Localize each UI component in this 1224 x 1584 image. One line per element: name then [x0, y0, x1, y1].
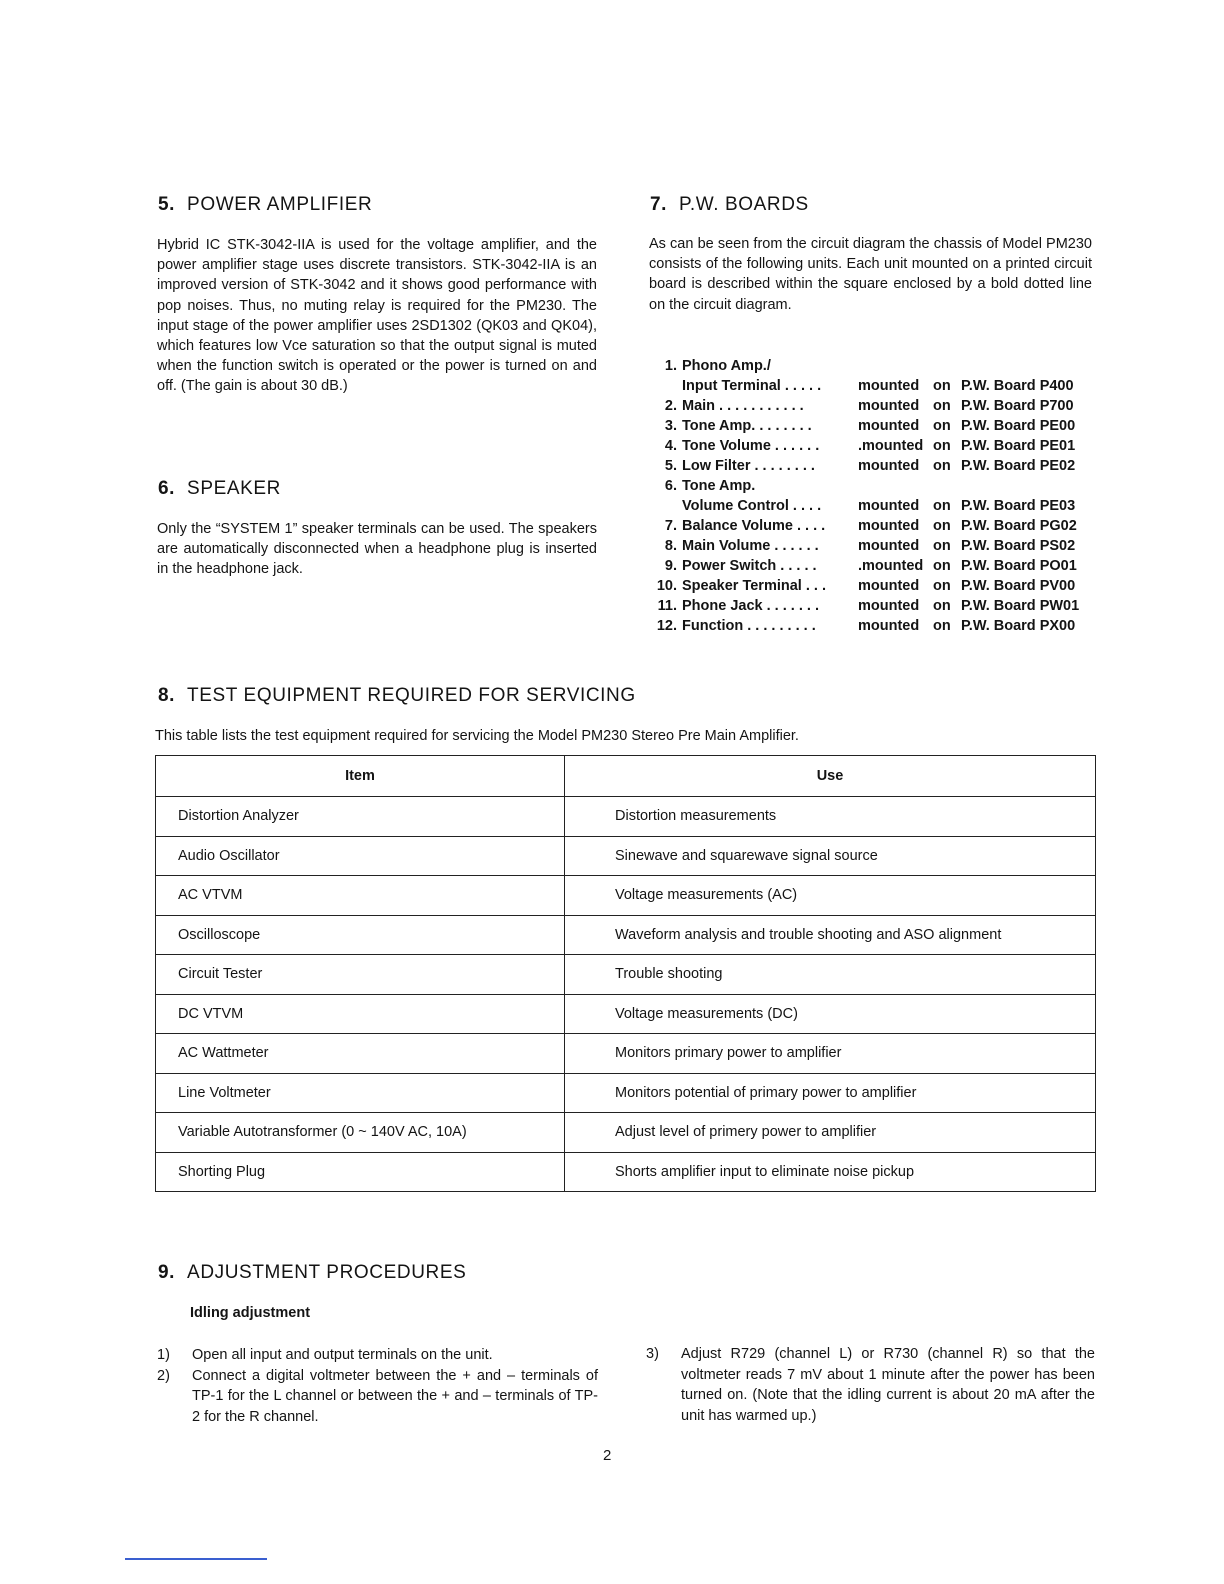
step-item	[157, 1345, 598, 1366]
item-name: Input Terminal . . . . .	[682, 378, 822, 394]
table-cell-use: Voltage measurements (DC)	[565, 994, 1096, 1034]
item-on: on	[933, 618, 951, 634]
item-on: on	[933, 438, 951, 454]
item-board: P.W. Board P400	[961, 378, 1074, 394]
item-on: on	[933, 578, 951, 594]
column-header-use: Use	[565, 756, 1096, 797]
step-text: Open all input and output terminals on the unit.	[192, 1347, 493, 1363]
table-row	[156, 797, 1096, 837]
section8-number: 8.	[158, 685, 176, 706]
section5-title: POWER AMPLIFIER	[187, 194, 373, 215]
table-cell-item: Distortion Analyzer	[156, 797, 565, 837]
table-cell-item: Circuit Tester	[156, 955, 565, 995]
item-number: 10.	[656, 578, 677, 594]
steps-left-column	[157, 1345, 598, 1427]
item-mounted: mounted	[858, 578, 920, 594]
item-number: 11.	[657, 598, 677, 614]
section7-paragraph: As can be seen from the circuit diagram the chassis of Model PM230 consists of the following units. Each unit mounted on a printed circuit board is described within the square enclosed by a bold dotted line on the circuit diagram.	[649, 236, 1092, 313]
board-list-item	[650, 476, 1095, 496]
item-name: Phono Amp./	[682, 358, 771, 374]
item-mounted: mounted	[858, 618, 920, 634]
table-row	[156, 915, 1096, 955]
section6-paragraph: Only the “SYSTEM 1” speaker terminals can be used. The speakers are automatically disconnected when a headphone plug is inserted in the headphone jack.	[157, 521, 597, 578]
item-mounted: mounted	[858, 598, 920, 614]
item-on: on	[933, 598, 951, 614]
item-mounted: mounted	[858, 498, 920, 514]
item-board: P.W. Board PE03	[961, 498, 1076, 514]
item-name: Phone Jack . . . . . . .	[682, 598, 819, 614]
item-board: P.W. Board PW01	[961, 598, 1080, 614]
item-name: Power Switch . . . . .	[682, 558, 817, 574]
page-number: 2	[603, 1447, 612, 1464]
section9-subtitle: Idling adjustment	[190, 1305, 311, 1321]
item-number: 8.	[664, 538, 677, 554]
table-cell-item: Shorting Plug	[156, 1152, 565, 1192]
board-list-item	[650, 576, 1095, 596]
item-number: 9.	[664, 558, 677, 574]
board-list-item	[650, 496, 1095, 516]
board-list-item	[650, 516, 1095, 536]
section7-title: P.W. BOARDS	[679, 194, 809, 215]
item-mounted: mounted	[858, 458, 920, 474]
table-cell-item: DC VTVM	[156, 994, 565, 1034]
item-number: 3.	[664, 418, 677, 434]
section8-intro: This table lists the test equipment required for servicing the Model PM230 Stereo Pre Main Amplifier.	[155, 728, 799, 744]
item-board: P.W. Board P700	[961, 398, 1074, 414]
item-on: on	[933, 518, 951, 534]
section8-title: TEST EQUIPMENT REQUIRED FOR SERVICING	[187, 685, 636, 706]
table-cell-use: Monitors primary power to amplifier	[565, 1034, 1096, 1074]
board-list-item	[650, 396, 1095, 416]
item-name: Tone Amp. . . . . . . .	[682, 418, 812, 434]
table-cell-item: Audio Oscillator	[156, 836, 565, 876]
board-list-item	[650, 556, 1095, 576]
item-name: Low Filter . . . . . . . .	[682, 458, 815, 474]
step-number: 3)	[646, 1346, 659, 1362]
item-name: Tone Amp.	[682, 478, 756, 494]
table-row	[156, 994, 1096, 1034]
item-on: on	[933, 398, 951, 414]
item-name: Speaker Terminal . . .	[682, 578, 826, 594]
table-cell-use: Monitors potential of primary power to amplifier	[565, 1073, 1096, 1113]
table-cell-use: Trouble shooting	[565, 955, 1096, 995]
table-cell-use: Voltage measurements (AC)	[565, 876, 1096, 916]
item-name: Function . . . . . . . . .	[682, 618, 816, 634]
item-board: P.W. Board PS02	[961, 538, 1076, 554]
section8-heading	[158, 685, 636, 707]
item-name: Tone Volume . . . . . .	[682, 438, 820, 454]
item-number: 7.	[664, 518, 677, 534]
table-cell-item: Oscilloscope	[156, 915, 565, 955]
item-board: P.W. Board PE00	[961, 418, 1076, 434]
item-name: Balance Volume . . . .	[682, 518, 826, 534]
item-on: on	[933, 558, 951, 574]
item-name: Volume Control . . . .	[682, 498, 822, 514]
section7-heading	[650, 194, 809, 216]
item-number: 5.	[664, 458, 677, 474]
item-number: 4.	[664, 438, 677, 454]
section5-paragraph: Hybrid IC STK-3042-IIA is used for the voltage amplifier, and the power amplifier stage uses discrete transistors. STK-3042-IIA is an improved version of STK-3042 and it shows good performance with pop noises. Thus, no muting relay is required for the PM230. The input stage of the power amplifier uses 2SD1302 (QK03 and QK04), which features low Vce saturation so that the output signal is muted when the function switch is operated or the power is turned on and off. (The gain is about 30 dB.)	[157, 237, 597, 395]
table-cell-use: Waveform analysis and trouble shooting and ASO alignment	[565, 915, 1096, 955]
section7-body	[649, 234, 1092, 315]
step-text: Connect a digital voltmeter between the + and – terminals of TP-1 for the L channel or between the + and – terminals of TP-2 for the R channel.	[192, 1367, 598, 1425]
item-mounted: mounted	[858, 418, 920, 434]
item-board: P.W. Board PG02	[961, 518, 1077, 534]
section6-body	[157, 519, 597, 580]
item-name: Main . . . . . . . . . . .	[682, 398, 804, 414]
item-mounted: mounted	[858, 378, 920, 394]
section6-heading	[158, 478, 281, 500]
item-board: P.W. Board PO01	[961, 558, 1077, 574]
steps-right-column	[646, 1344, 1095, 1426]
board-list-item	[650, 376, 1095, 396]
item-number: 6.	[664, 478, 677, 494]
table-cell-item: Line Voltmeter	[156, 1073, 565, 1113]
board-list-item	[650, 356, 1095, 376]
table-row	[156, 1073, 1096, 1113]
item-on: on	[933, 418, 951, 434]
item-name: Main Volume . . . . . .	[682, 538, 819, 554]
item-board: P.W. Board PX00	[961, 618, 1076, 634]
item-number: 12.	[656, 618, 677, 634]
table-cell-use: Sinewave and squarewave signal source	[565, 836, 1096, 876]
table-cell-item: AC Wattmeter	[156, 1034, 565, 1074]
board-list-item	[650, 616, 1095, 636]
board-list-item	[650, 456, 1095, 476]
board-list-item	[650, 596, 1095, 616]
step-item	[646, 1344, 1095, 1426]
item-mounted: .mounted	[858, 558, 924, 574]
table-cell-use: Distortion measurements	[565, 797, 1096, 837]
section5-body	[157, 235, 597, 397]
item-on: on	[933, 498, 951, 514]
footer-rule	[125, 1558, 267, 1560]
item-number: 1.	[664, 358, 677, 374]
step-text: Adjust R729 (channel L) or R730 (channel R) so that the voltmeter reads 7 mV about 1 minute after the power has been turned on. (Note that the idling current is about 20 mA after the unit has warmed up.)	[681, 1346, 1095, 1424]
test-equipment-table	[155, 755, 1096, 1192]
section9-number: 9.	[158, 1262, 176, 1283]
table-cell-use: Shorts amplifier input to eliminate noise pickup	[565, 1152, 1096, 1192]
item-mounted: .mounted	[858, 438, 924, 454]
board-list-item	[650, 436, 1095, 456]
board-list	[650, 356, 1095, 636]
item-mounted: mounted	[858, 398, 920, 414]
section6-title: SPEAKER	[187, 478, 282, 499]
table-row	[156, 1113, 1096, 1153]
section5-number: 5.	[158, 194, 176, 215]
table-cell-item: AC VTVM	[156, 876, 565, 916]
table-row	[156, 1152, 1096, 1192]
table-row	[156, 955, 1096, 995]
section5-heading	[158, 194, 372, 216]
table-row	[156, 876, 1096, 916]
table-header-row	[156, 756, 1096, 797]
item-board: P.W. Board PE02	[961, 458, 1076, 474]
section9-heading	[158, 1262, 466, 1284]
item-board: P.W. Board PV00	[961, 578, 1076, 594]
section6-number: 6.	[158, 478, 176, 499]
table-cell-item: Variable Autotransformer (0 ~ 140V AC, 10A)	[156, 1113, 565, 1153]
step-number: 2)	[157, 1367, 170, 1384]
step-item	[157, 1366, 598, 1428]
item-on: on	[933, 378, 951, 394]
board-list-item	[650, 536, 1095, 556]
table-cell-use: Adjust level of primery power to amplifier	[565, 1113, 1096, 1153]
item-mounted: mounted	[858, 518, 920, 534]
item-on: on	[933, 538, 951, 554]
table-row	[156, 1034, 1096, 1074]
section9-title: ADJUSTMENT PROCEDURES	[187, 1262, 467, 1283]
item-mounted: mounted	[858, 538, 920, 554]
item-on: on	[933, 458, 951, 474]
table-row	[156, 836, 1096, 876]
step-number: 1)	[157, 1347, 170, 1363]
column-header-item: Item	[156, 756, 565, 797]
section7-number: 7.	[650, 194, 668, 215]
board-list-item	[650, 416, 1095, 436]
item-board: P.W. Board PE01	[961, 438, 1076, 454]
item-number: 2.	[664, 398, 677, 414]
